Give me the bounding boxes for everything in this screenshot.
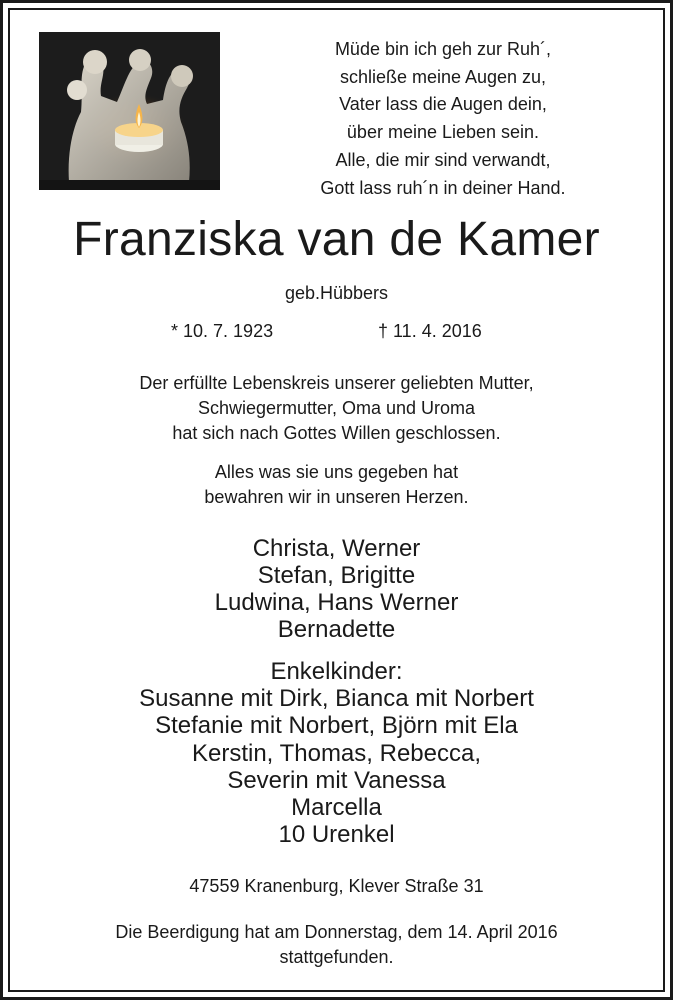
funeral-line: stattgefunden. [279, 947, 394, 967]
poem-line: Vater lass die Augen dein, [339, 94, 547, 115]
poem-line: schließe meine Augen zu, [339, 66, 547, 87]
grandchildren-line: Stefanie mit Norbert, Björn mit Ela [155, 712, 518, 739]
family-line: Stefan, Brigitte [257, 562, 416, 589]
address: 47559 Kranenburg, Klever Straße 31 [189, 876, 484, 896]
candle-figures-icon [39, 32, 220, 190]
funeral-line: Die Beerdigung hat am Donnerstag, dem 14. April 2016 [115, 922, 558, 942]
grandchildren-heading: Enkelkinder: [270, 658, 403, 685]
poem-line: Alle, die mir sind verwandt, [335, 149, 551, 170]
maiden-name: geb.Hübbers [284, 283, 389, 303]
message-line: Schwiegermutter, Oma und Uroma [197, 398, 476, 418]
grandchildren-line: Susanne mit Dirk, Bianca mit Norbert [139, 685, 534, 712]
poem [240, 36, 646, 202]
deceased-name: Franziska van de Kamer [73, 213, 600, 266]
poem-line: Müde bin ich geh zur Ruh´, [334, 39, 552, 59]
poem-line: über meine Lieben sein. [346, 122, 540, 143]
message-line: hat sich nach Gottes Willen geschlossen. [172, 423, 501, 443]
birth-date: * 10. 7. 1923 [171, 321, 274, 341]
grandchildren-line: Marcella [291, 794, 382, 821]
family-line: Bernadette [277, 616, 396, 643]
message-line: Der erfüllte Lebenskreis unserer geliebten Mutter, [139, 373, 534, 393]
grandchildren-line: Kerstin, Thomas, Rebecca, [191, 740, 482, 767]
family-line: Christa, Werner [252, 535, 421, 562]
remembrance-line: bewahren wir in unseren Herzen. [204, 487, 469, 507]
grandchildren-line: Severin mit Vanessa [227, 767, 446, 794]
family-line: Ludwina, Hans Werner [214, 589, 459, 616]
great-grandchildren-line: 10 Urenkel [278, 821, 395, 848]
death-date: † 11. 4. 2016 [378, 321, 482, 341]
candle-photo [39, 32, 220, 190]
poem-line: Gott lass ruh´n in deiner Hand. [320, 177, 566, 198]
remembrance-line: Alles was sie uns gegeben hat [214, 462, 459, 482]
